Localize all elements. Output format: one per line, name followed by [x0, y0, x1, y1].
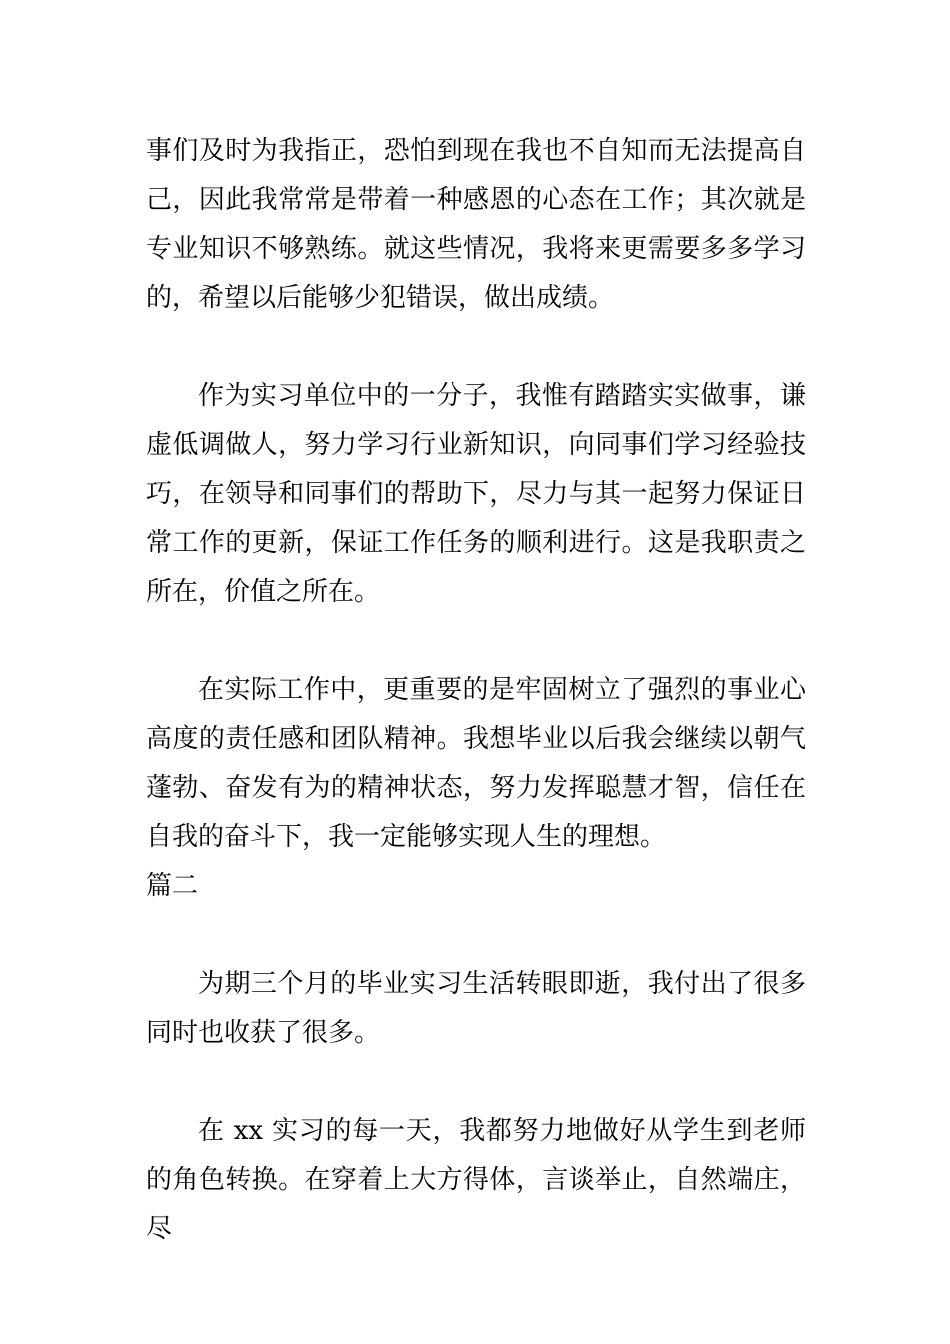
section-paragraph-1: 为期三个月的毕业实习生活转眼即逝，我付出了很多同时也收获了很多。 — [146, 969, 806, 1048]
paragraph-1: 事们及时为我指正，恐怕到现在我也不自知而无法提高自己，因此我常常是带着一种感恩的心态在工作；其次就是专业知识不够熟练。就这些情况，我将来更需要多多学习的，希望以后能够少犯错误，做出成绩。 — [146, 136, 806, 313]
document-body — [146, 127, 806, 1254]
paragraph-3: 在实际工作中，更重要的是牢固树立了强烈的事业心高度的责任感和团队精神。我想毕业以后我会继续以朝气蓬勃、奋发有为的精神状态，努力发挥聪慧才智，信任在自我的奋斗下，我一定能够实现人生的理想。 — [146, 675, 806, 852]
section-paragraph-2: 在 xx 实习的每一天，我都努力地做好从学生到老师的角色转换。在穿着上大方得体，言谈举止，自然端庄，尽 — [146, 1116, 806, 1244]
section-heading: 篇二 — [146, 871, 199, 901]
paragraph-2: 作为实习单位中的一分子，我惟有踏踏实实做事，谦虚低调做人，努力学习行业新知识，向同事们学习经验技巧，在领导和同事们的帮助下，尽力与其一起努力保证日常工作的更新，保证工作任务的顺利进行。这是我职责之所在，价值之所在。 — [146, 381, 806, 607]
